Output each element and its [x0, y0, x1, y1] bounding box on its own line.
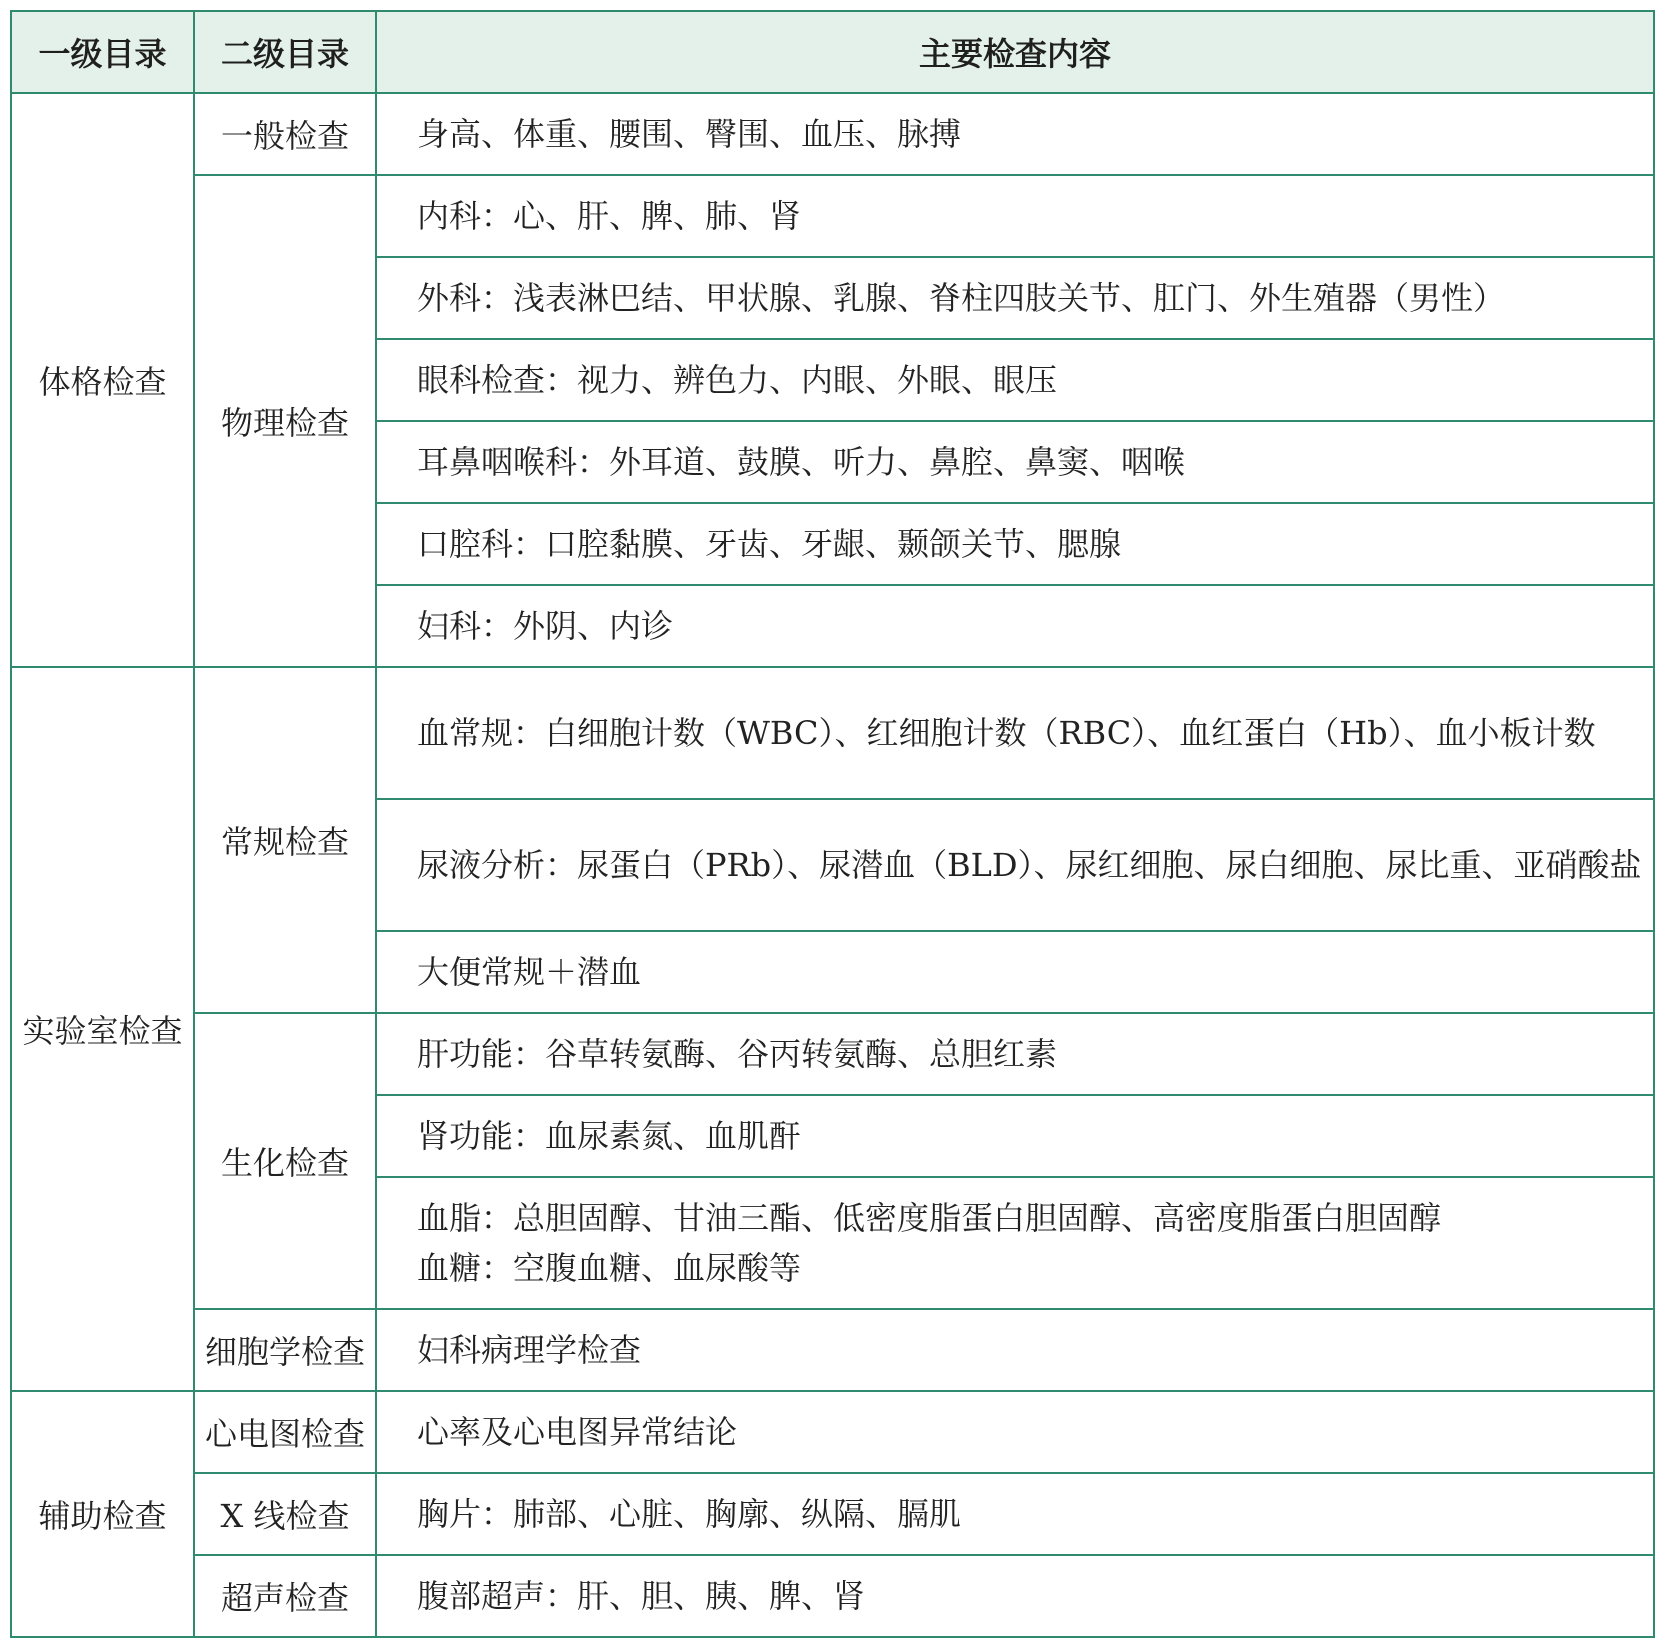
- exam-content-cell: [376, 503, 1654, 585]
- exam-content-text: 肝功能：谷草转氨酶、谷丙转氨酶、总胆红素: [417, 1035, 1058, 1073]
- exam-content-table: [10, 10, 1655, 1638]
- table-row: [11, 1473, 1654, 1555]
- exam-content-cell: [376, 667, 1654, 799]
- exam-content-cell: [376, 421, 1654, 503]
- exam-content-text: 肾功能：血尿素氮、血肌酐: [417, 1117, 802, 1155]
- level2-category: 常规检查: [194, 667, 376, 1013]
- table-row: [11, 667, 1654, 799]
- exam-content-text: 血常规：白细胞计数（WBC）、红细胞计数（RBC）、血红蛋白（Hb）、血小板计数: [417, 714, 1596, 752]
- level1-category: 体格检查: [11, 93, 194, 667]
- exam-content-text: 胸片：肺部、心脏、胸廓、纵隔、膈肌: [417, 1495, 962, 1533]
- exam-content-text: 大便常规＋潜血: [417, 953, 642, 991]
- level1-category: 实验室检查: [11, 667, 194, 1391]
- exam-content-cell: [376, 339, 1654, 421]
- table-row: [11, 1555, 1654, 1637]
- exam-content-text: 身高、体重、腰围、臀围、血压、脉搏: [417, 115, 962, 153]
- level1-category: 辅助检查: [11, 1391, 194, 1637]
- level2-category: 心电图检查: [194, 1391, 376, 1473]
- table-row: [11, 1013, 1654, 1095]
- exam-content-cell: [376, 1555, 1654, 1637]
- exam-content-cell: [376, 1309, 1654, 1391]
- level2-category: 生化检查: [194, 1013, 376, 1309]
- exam-content-cell: [376, 1473, 1654, 1555]
- level2-category: 细胞学检查: [194, 1309, 376, 1391]
- table-row: [11, 1309, 1654, 1391]
- exam-content-cell: [376, 1177, 1654, 1309]
- exam-content-cell: [376, 93, 1654, 175]
- exam-content-cell: [376, 1013, 1654, 1095]
- exam-content-text: 心率及心电图异常结论: [417, 1413, 738, 1451]
- exam-content-cell: [376, 257, 1654, 339]
- exam-content-cell: [376, 1391, 1654, 1473]
- exam-content-text: 眼科检查：视力、辨色力、内眼、外眼、眼压: [417, 361, 1058, 399]
- exam-content-text: 血糖：空腹血糖、血尿酸等: [417, 1249, 802, 1287]
- exam-content-text: 耳鼻咽喉科：外耳道、鼓膜、听力、鼻腔、鼻窦、咽喉: [417, 443, 1186, 481]
- exam-content-text: 妇科：外阴、内诊: [417, 607, 674, 645]
- exam-content-cell: [376, 1095, 1654, 1177]
- table-row: [11, 1391, 1654, 1473]
- level2-category: 一般检查: [194, 93, 376, 175]
- exam-content-cell: [376, 799, 1654, 931]
- exam-content-text: 妇科病理学检查: [417, 1331, 642, 1369]
- exam-content-cell: [376, 585, 1654, 667]
- header-row: [11, 11, 1654, 93]
- exam-content-text: 口腔科：口腔黏膜、牙齿、牙龈、颞颌关节、腮腺: [417, 525, 1122, 563]
- exam-content-text: 内科：心、肝、脾、肺、肾: [417, 197, 802, 235]
- level2-category: X 线检查: [194, 1473, 376, 1555]
- level2-category: 物理检查: [194, 175, 376, 667]
- exam-content-text: 血脂：总胆固醇、甘油三酯、低密度脂蛋白胆固醇、高密度脂蛋白胆固醇: [417, 1199, 1442, 1237]
- exam-content-text: 腹部超声：肝、胆、胰、脾、肾: [417, 1577, 866, 1615]
- header-level1: 一级目录: [11, 11, 194, 93]
- header-content: 主要检查内容: [376, 11, 1654, 93]
- exam-content-cell: [376, 175, 1654, 257]
- header-level2: 二级目录: [194, 11, 376, 93]
- exam-content-text: 外科：浅表淋巴结、甲状腺、乳腺、脊柱四肢关节、肛门、外生殖器（男性）: [417, 279, 1506, 317]
- table-row: [11, 175, 1654, 257]
- table-row: [11, 93, 1654, 175]
- exam-content-text: 尿液分析：尿蛋白（PRb）、尿潜血（BLD）、尿红细胞、尿白细胞、尿比重、亚硝酸盐: [417, 846, 1642, 884]
- level2-category: 超声检查: [194, 1555, 376, 1637]
- exam-content-cell: [376, 931, 1654, 1013]
